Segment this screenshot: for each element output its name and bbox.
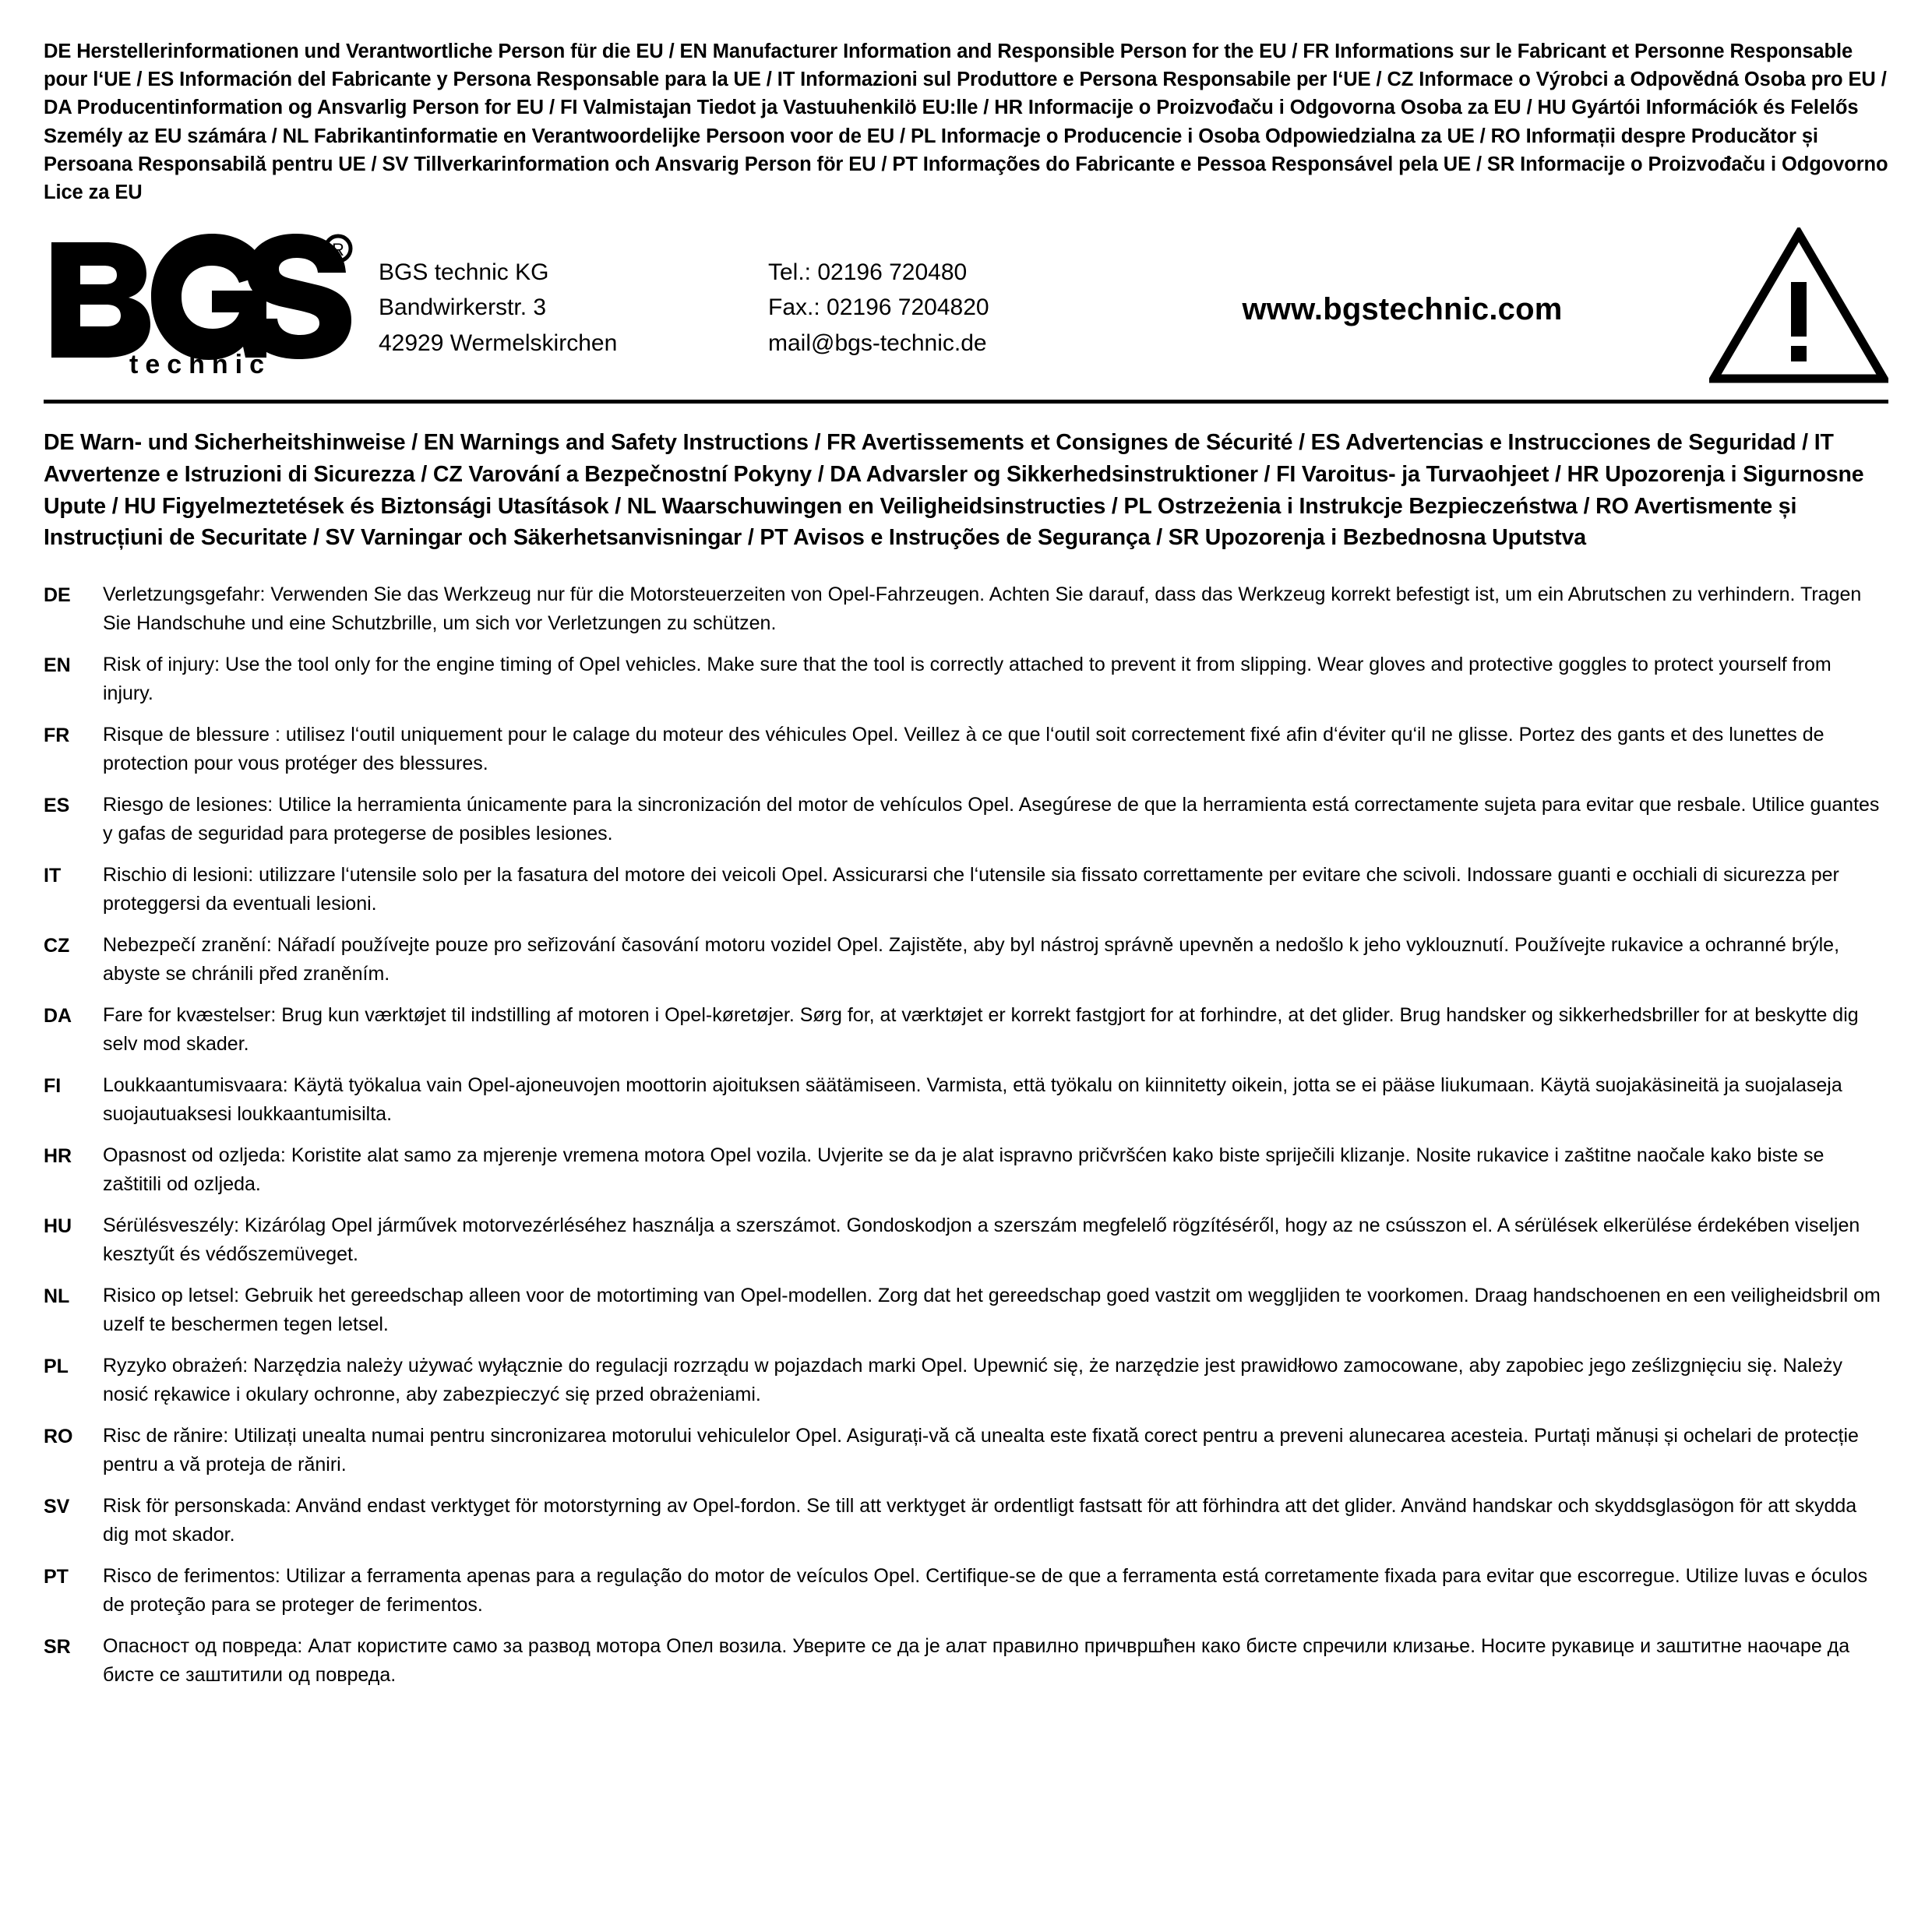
company-email[interactable]: mail@bgs-technic.de — [768, 330, 987, 357]
company-contact — [768, 250, 1126, 361]
svg-text:R: R — [332, 240, 344, 260]
warning-row — [44, 1492, 1888, 1549]
warning-row — [44, 721, 1888, 777]
language-code: PL — [44, 1356, 69, 1378]
language-code: ES — [44, 795, 70, 817]
warning-row — [44, 1282, 1888, 1338]
warning-text: Risque de blessure : utilisez l‘outil uniquement pour le calage du moteur des véhicules Opel. Veillez à ce que l‘outil soit correctement fixé afin d‘éviter qu‘il ne glisse. Portez des gants et des lunettes de protection pour vous protéger des blessures. — [103, 724, 1824, 774]
language-code: HU — [44, 1215, 72, 1238]
warning-row — [44, 791, 1888, 848]
warning-row — [44, 1562, 1888, 1619]
language-code: NL — [44, 1285, 70, 1308]
warning-row — [44, 861, 1888, 918]
language-code: IT — [44, 865, 62, 887]
warning-text: Fare for kvæstelser: Brug kun værktøjet til indstilling af motoren i Opel-køretøjer. Sørg for, at værktøjet er korrekt fastgjort for at forhindre, at det glider. Brug handsker og sikkerhedsbriller for at beskytte dig selv mod skader. — [103, 1004, 1859, 1055]
language-code: SV — [44, 1496, 70, 1518]
company-information-band — [44, 224, 1888, 404]
warning-text: Risco de ferimentos: Utilizar a ferramenta apenas para a regulação do motor de veículos Opel. Certifique-se de que a ferramenta está corretamente fixada para evitar que escorregue. Utilize luvas e óculos de proteção para se proteger de ferimentos. — [103, 1565, 1868, 1616]
language-code: PT — [44, 1566, 69, 1588]
language-code: DA — [44, 1005, 72, 1028]
company-name: BGS technic KG — [379, 259, 549, 285]
language-code: SR — [44, 1636, 71, 1659]
warning-text: Sérülésveszély: Kizárólag Opel járművek motorvezérléséhez használja a szerszámot. Gondoskodjon a szerszám megfelelő rögzítéséről, hogy az ne csússzon el. A sérülések elkerülése érdekében viseljen kesztyűt és védőszemüveget. — [103, 1215, 1860, 1265]
warning-text: Ryzyko obrażeń: Narzędzia należy używać wyłącznie do regulacji rozrządu w pojazdach marki Opel. Upewnić się, że narzędzie jest prawidłowo zamocowane, aby zapobiec jego ześlizgnięciu się. Należy nosić rękawice i okulary ochronne, aby zabezpieczyć się przed obrażeniami. — [103, 1355, 1843, 1405]
company-address — [379, 250, 768, 361]
language-code: RO — [44, 1426, 73, 1448]
warning-triangle-cell — [1678, 227, 1888, 383]
language-code: DE — [44, 584, 71, 607]
company-fax: Fax.: 02196 7204820 — [768, 294, 989, 321]
warning-text: Risk för personskada: Använd endast verktyget för motorstyrning av Opel-fordon. Se till att verktyget är ordentligt fastsatt för att förhindra att det glider. Använd handskar och skyddsglasögon för att skydda dig mot skador. — [103, 1495, 1857, 1546]
warning-row — [44, 1071, 1888, 1128]
warning-triangle-icon — [1709, 227, 1888, 383]
warning-text: Risico op letsel: Gebruik het gereedschap alleen voor de motortiming van Opel-modellen. Zorg dat het gereedschap goed vastzit om weggljiden te voorkomen. Draag handschoenen en een veiligheidsbril om uzelf te beschermen tegen letsel. — [103, 1285, 1881, 1335]
warning-row — [44, 650, 1888, 707]
safety-instructions-heading: DE Warn- und Sicherheitshinweise / EN Warnings and Safety Instructions / FR Avertissements et Consignes de Sécurité / ES Advertencias e Instrucciones de Seguridad / IT Avvertenze e Istruzioni di Sicurezza / CZ Varování a Bezpečnostní Pokyny / DA Advarsler og Sikkerhedsinstruktioner / FI Varoitus- ja Turvaohjeet / HR Upozorenja i Sigurnosne Upute / HU Figyelmeztetések és Biztonsági Utasítások / NL Waarschuwingen en Veiligheidsinstructies / PL Ostrzeżenia i Instrukcje Bezpieczeństwa / RO Avertismente și Instrucțiuni de Securitate / SV Varningar och Säkerhetsanvisningar / PT Avisos e Instruções de Segurança / SR Upozorenja i Bezbednosna Uputstva — [44, 430, 1864, 551]
warning-text: Risc de rănire: Utilizați unealta numai pentru sincronizarea motorului vehiculelor Opel. Asigurați-vă că unealta este fixată corect pentru a preveni alunecarea acesteia. Purtați mănuși și ochelari de protecție pentru a vă proteja de răniri. — [103, 1425, 1859, 1475]
company-city: 42929 Wermelskirchen — [379, 330, 618, 357]
warning-row — [44, 1352, 1888, 1408]
warning-row — [44, 931, 1888, 988]
warning-row — [44, 1422, 1888, 1479]
warning-text: Riesgo de lesiones: Utilice la herramienta únicamente para la sincronización del motor de vehículos Opel. Asegúrese de que la herramienta está correctamente sujeta para evitar que resbale. Utilice guantes y gafas de seguridad para protegerse de posibles lesiones. — [103, 794, 1880, 844]
warning-text: Verletzungsgefahr: Verwenden Sie das Werkzeug nur für die Motorsteuerzeiten von Opel-Fahrzeugen. Achten Sie darauf, dass das Werkzeug korrekt befestigt ist, um ein Abrutschen zu verhindern. Tragen Sie Handschuhe und eine Schutzbrille, um sich vor Verletzungen zu schützen. — [103, 583, 1862, 634]
warnings-list — [44, 580, 1888, 1689]
manufacturer-info-heading: DE Herstellerinformationen und Verantwortliche Person für die EU / EN Manufacturer Information and Responsible Person for the EU / FR Informations sur le Fabricant et Personne Responsable pour l‘UE / ES Información del Fabricante y Persona Responsable para la UE / IT Informazioni sul Produttore e Persona Responsabile per l‘UE / CZ Informace o Výrobci a Odpovědná Osoba pro EU / DA Producentinformation og Ansvarlig Person for EU / FI Valmistajan Tiedot ja Vastuuhenkilö EU:lle / HR Informacije o Proizvođaču i Odgovorna Osoba za EU / HU Gyártói Információk és Felelős Személy az EU számára / NL Fabrikantinformatie en Verantwoordelijke Persoon voor de EU / PL Informacje o Producencie i Osoba Odpowiedzialna za UE / RO Informații despre Producător și Persoana Responsabilă pentru UE / SV Tillverkarinformation och Ansvarig Person för EU / PT Informações do Fabricante e Pessoa Responsável pela UE / SR Informacije o Proizvođaču i Odgovorno Lice za EU — [44, 41, 1888, 204]
bgs-logo — [44, 231, 355, 379]
company-telephone: Tel.: 02196 720480 — [768, 259, 968, 285]
language-code: FR — [44, 724, 70, 747]
company-street: Bandwirkerstr. 3 — [379, 294, 547, 321]
warning-text: Nebezpečí zranění: Nářadí používejte pouze pro seřizování časování motoru vozidel Opel. Zajistěte, aby byl nástroj správně upevněn a nedošlo k jeho vyklouznutí. Používejte rukavice a ochranné brýle, abyste se chránili před zraněním. — [103, 934, 1840, 985]
svg-text:technic: technic — [129, 350, 272, 380]
warning-text: Risk of injury: Use the tool only for the engine timing of Opel vehicles. Make sure that the tool is correctly attached to prevent it from slipping. Wear gloves and protective goggles to protect yourself from injury. — [103, 654, 1832, 704]
warning-row — [44, 580, 1888, 637]
warning-row — [44, 1001, 1888, 1058]
warning-row — [44, 1632, 1888, 1689]
language-code: FI — [44, 1075, 62, 1098]
language-code: CZ — [44, 935, 70, 957]
company-website[interactable]: www.bgstechnic.com — [1242, 291, 1563, 326]
language-code: HR — [44, 1145, 72, 1168]
warning-row — [44, 1141, 1888, 1198]
logo-cell — [44, 231, 379, 379]
warning-text: Опасност од повреда: Алат користите само за развод мотора Опел возила. Уверите се да је алат правилно причвршћен како бисте спречили клизање. Носите рукавице и заштитне наочаре да бисте се заштитили од повреда. — [103, 1635, 1850, 1686]
warning-text: Opasnost od ozljeda: Koristite alat samo za mjerenje vremena motora Opel vozila. Uvjerite se da je alat ispravno pričvršćen kako biste spriječili klizanje. Nosite rukavice i zaštitne naočale kako biste se zaštitili od ozljeda. — [103, 1144, 1824, 1195]
warning-row — [44, 1211, 1888, 1268]
warning-text: Rischio di lesioni: utilizzare l‘utensile solo per la fasatura del motore dei veicoli Opel. Assicurarsi che l‘utensile sia fissato correttamente per evitare che scivoli. Indossare guanti e occhiali di sicurezza per proteggersi da eventuali lesioni. — [103, 864, 1839, 915]
language-code: EN — [44, 654, 71, 677]
warning-text: Loukkaantumisvaara: Käytä työkalua vain Opel-ajoneuvojen moottorin ajoituksen säätämiseen. Varmista, että työkalu on kiinnitetty oikein, jotta se ei pääse liukumaan. Käytä suojakäsineitä ja suojalaseja suojautuaksesi loukkaantumisilta. — [103, 1074, 1842, 1125]
